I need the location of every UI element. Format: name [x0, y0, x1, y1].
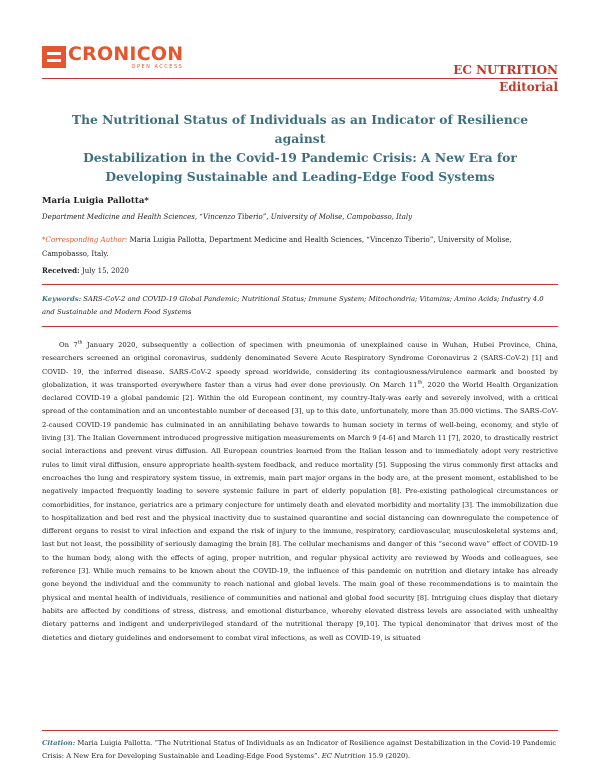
body-text-c: , 2020 the World Health Organization declared COVID-19 a global pandemic [2]. Within the old European continent, my country-Italy-was early and severely involved, with a critical spread of the contamination and an uncontestable number of deceased [3], up to this date, unfortunately, more than 35.000 victims. The SARS-CoV-2-caused COVID-19 pandemic has culminated in an annihilating behave towards to human society in terms of well-being, economy, and style of living [3]. The Italian Government introduced progressive mitigation measurements on March 9 [4-6] and March 11 [7], 2020, to drastically restrict social interactions and prevent virus diffusion. All European countries learned from the Italian lesson and to immediately adopt very restrictive rules to limit viral diffusion, ensure appropriate health-system feedback, and reduce mortality [5]. Supposing the virus commonly first attacks and encroaches the lung and respiratory system tissue, in extremis, main part major organs in the body are, at the present moment, established to be negatively impacted frequently leading to severe systemic failure in part of elderly population [8]. Pre-existing pathological circumstances or comorbidities, for instance, geriatrics are a primary conjecture for untimely death and elevated morbidity and mortality [3]. The immobilization due to hospitalization and bed rest and the physical inactivity due to sustained quarantine and social distancing can downregulate the competence of different organs to resist to viral infection and expand the risk of injury to the immune, respiratory, cardiovascular, musculoskeletal systems and, last but not least, the possibility of seriously damaging the brain [8]. The cellular mechanisms and danger of this “second wave” effect of COVID-19 to the human body, along with the effects of aging, proper nutrition, and regular physical activity are reviewed by Woods and colleagues, see reference [3]. While much remains to be known about the COVID-19, the influence of this pandemic on nutrition and dietary intake has already gone beyond the individual and the community to reach national and global levels. The main goal of these recommendations is to maintain the physical and mental health of individuals, resilience of communities and national and global food security [8]. Intriguing clues display that dietary habits are affected by conditions of stress, distress, and emotional disturbance, whereby elevated distress levels are associated with unhealthy dietary patterns and indigent and underprivileged standard of the nutritional therapy [9,10]. The typical denominator that drives most of the dietetics and dietary guidelines and endorsement to combat viral infections, as well as COVID-19, is situated: [42, 380, 558, 642]
title-line-1: The Nutritional Status of Individuals as an Indicator of Resilience against: [71, 112, 529, 146]
citation-label: Citation:: [42, 739, 76, 747]
article-title: [60, 110, 540, 186]
corresponding-label: *Corresponding Author:: [42, 236, 128, 244]
body-text-a: On 7: [59, 341, 78, 349]
received-date: [42, 266, 129, 275]
received-value: July 15, 2020: [79, 267, 129, 275]
citation-text: Maria Luigia Pallotta. “The Nutritional Status of Individuals as an Indicator of Resilience against Destabilization in the Covid-19 Pandemic Crisis: A New Era for Developing Sustainable and Leading-Edge Food Systems”.: [42, 739, 557, 760]
citation-tail: 15.9 (2020).: [365, 752, 411, 760]
logo-e-icon: [42, 46, 66, 68]
divider-bottom: [42, 730, 558, 731]
superscript-th: th: [77, 340, 83, 346]
corresponding-author: [42, 233, 558, 261]
affiliation: Department Medicine and Health Sciences, “Vincenzo Tiberio”, University of Molise, Campobasso, Italy: [42, 213, 413, 221]
logo-subtitle: OPEN ACCESS: [131, 64, 184, 70]
keywords: [42, 293, 558, 319]
body-paragraph: [42, 339, 558, 645]
title-line-3: Developing Sustainable and Leading-Edge Food Systems: [105, 169, 495, 184]
citation: [42, 737, 558, 763]
divider-top: [42, 284, 558, 285]
received-label: Received:: [42, 266, 80, 275]
keywords-label: Keywords:: [42, 295, 82, 303]
corresponding-text: Maria Luigia Pallotta, Department Medicine and Health Sciences, “Vincenzo Tiberio”, University of Molise, Campobasso, Italy.: [42, 236, 512, 258]
keywords-text: SARS-CoV-2 and COVID-19 Global Pandemic; Nutritional Status; Immune System; Mitochondria; Vitamins; Amino Acids; Industry 4.0 and Sustainable and Modern Food Systems: [42, 295, 544, 316]
article-type: Editorial: [499, 80, 558, 94]
author-name: Maria Luigia Pallotta*: [42, 196, 149, 206]
article-body: [42, 339, 558, 645]
body-text-b: January 2020, subsequently a collection of specimen with pneumonia of unexplained cause in Wuhan, Hubei Province, China, researchers screened an original coronavirus, suddenly denominated Severe Acute Respiratory Syndrome Coronavirus 2 (SARS-CoV-2) [1] and COVID- 19, the inferred disease. SARS-CoV-2 speedy spread worldwide, considering its contagiousness/virulence earmark and boosted by globalization, it was transported everywhere faster than a virus had ever done previously. On March 11: [42, 341, 558, 389]
cronicon-logo: [42, 44, 194, 72]
journal-header: [453, 62, 558, 78]
title-line-2: Destabilization in the Covid-19 Pandemic Crisis: A New Era for: [83, 150, 517, 165]
logo-name: CRONICON: [68, 43, 184, 65]
citation-journal: EC Nutrition: [321, 752, 366, 760]
divider-middle: [42, 326, 558, 327]
journal-name: EC NUTRITION: [453, 63, 558, 77]
header-rule: [42, 78, 558, 79]
superscript-th-2: th: [417, 380, 423, 386]
